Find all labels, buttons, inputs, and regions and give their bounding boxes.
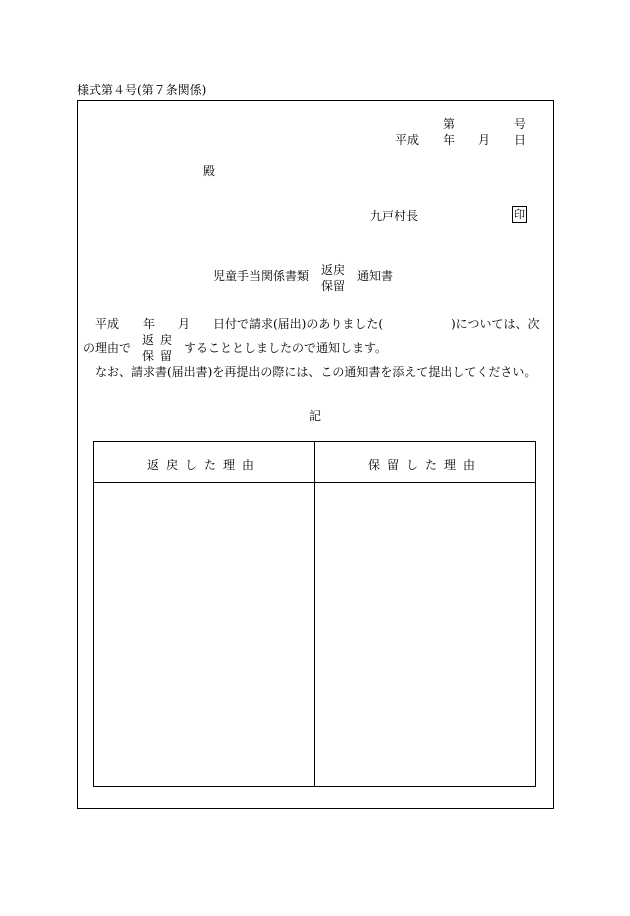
body-line2-start: の理由で xyxy=(83,341,132,355)
date-day-unit: 日 xyxy=(514,133,527,147)
ki-label: 記 xyxy=(309,409,322,423)
body-line2-end: することとしましたので通知します。 xyxy=(184,341,388,355)
number-suffix: 号 xyxy=(514,117,527,131)
body-opt-hold-1: 保 xyxy=(142,349,155,363)
seal-mark: 印 xyxy=(514,208,525,221)
reasons-table-divider xyxy=(314,442,315,786)
reasons-table xyxy=(93,441,536,787)
title-suffix: 通知書 xyxy=(357,269,394,283)
body-opt-return-1: 返 xyxy=(142,333,155,347)
body-year-unit: 年 xyxy=(143,317,156,331)
title-option-hold: 保留 xyxy=(321,279,346,293)
title-main: 児童手当関係書類 xyxy=(213,269,310,283)
addressee-honorific: 殿 xyxy=(203,164,216,178)
form-number: 様式第４号(第７条関係) xyxy=(77,83,207,97)
title-option-return: 返戻 xyxy=(321,263,346,277)
body-month-unit: 月 xyxy=(178,317,191,331)
column-hold-reason: 保留した理由 xyxy=(367,458,482,472)
body-era: 平成 xyxy=(95,317,120,331)
date-month-unit: 月 xyxy=(478,133,491,147)
issuer-name: 九戸村長 xyxy=(370,209,419,223)
body-line1-text: 日付で請求(届出)のありました( xyxy=(213,317,384,331)
date-year-unit: 年 xyxy=(443,133,456,147)
body-opt-return-2: 戻 xyxy=(160,333,173,347)
column-return-reason: 返戻した理由 xyxy=(146,458,261,472)
body-opt-hold-2: 留 xyxy=(160,349,173,363)
body-line1-end: )については、次 xyxy=(451,317,540,331)
number-prefix: 第 xyxy=(443,117,456,131)
body-line3: なお、請求書(届出書)を再提出の際には、この通知書を添えて提出してください。 xyxy=(95,365,537,379)
date-era: 平成 xyxy=(395,133,420,147)
